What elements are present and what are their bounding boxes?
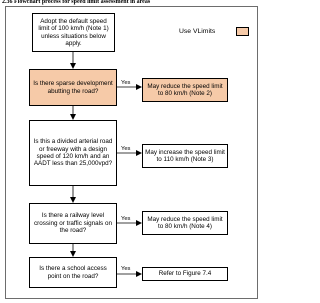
action-box-increase-110-note3: May increase the speed limit to 110 km/h (Note 3) [142, 144, 228, 168]
action-box-reduce-80-note4: May reduce the speed limit to 80 km/h (Note 4) [142, 211, 228, 235]
action-box-reduce-80-note2: May reduce the speed limit to 80 km/h (Note 2) [142, 78, 228, 102]
yes-label: Yes [121, 216, 131, 222]
yes-label: Yes [121, 80, 131, 86]
question-box-sparse-development: Is there sparse development abutting the road? [29, 69, 117, 106]
question-box-divided-arterial: Is this a divided arterial road or freeway with a design speed of 120 km/h and an AADT less than 25,000vpd? [29, 120, 117, 186]
start-box: Adopt the default speed limit of 100 km/h (Note 1) unless situations below apply. [32, 13, 115, 52]
yes-label: Yes [121, 146, 131, 152]
action-box-refer-figure-7-4: Refer to Figure 7.4 [142, 267, 228, 281]
legend-swatch [236, 27, 249, 36]
question-box-school-access: Is there a school access point on the road? [29, 257, 117, 288]
yes-label: Yes [121, 266, 131, 272]
legend-label: Use VLimits [179, 28, 216, 35]
question-box-railway-crossing: Is there a railway level crossing or traffic signals on the road? [29, 203, 117, 244]
figure-caption: 2.36 Flowchart process for speed limit assessment in areas [2, 0, 151, 5]
